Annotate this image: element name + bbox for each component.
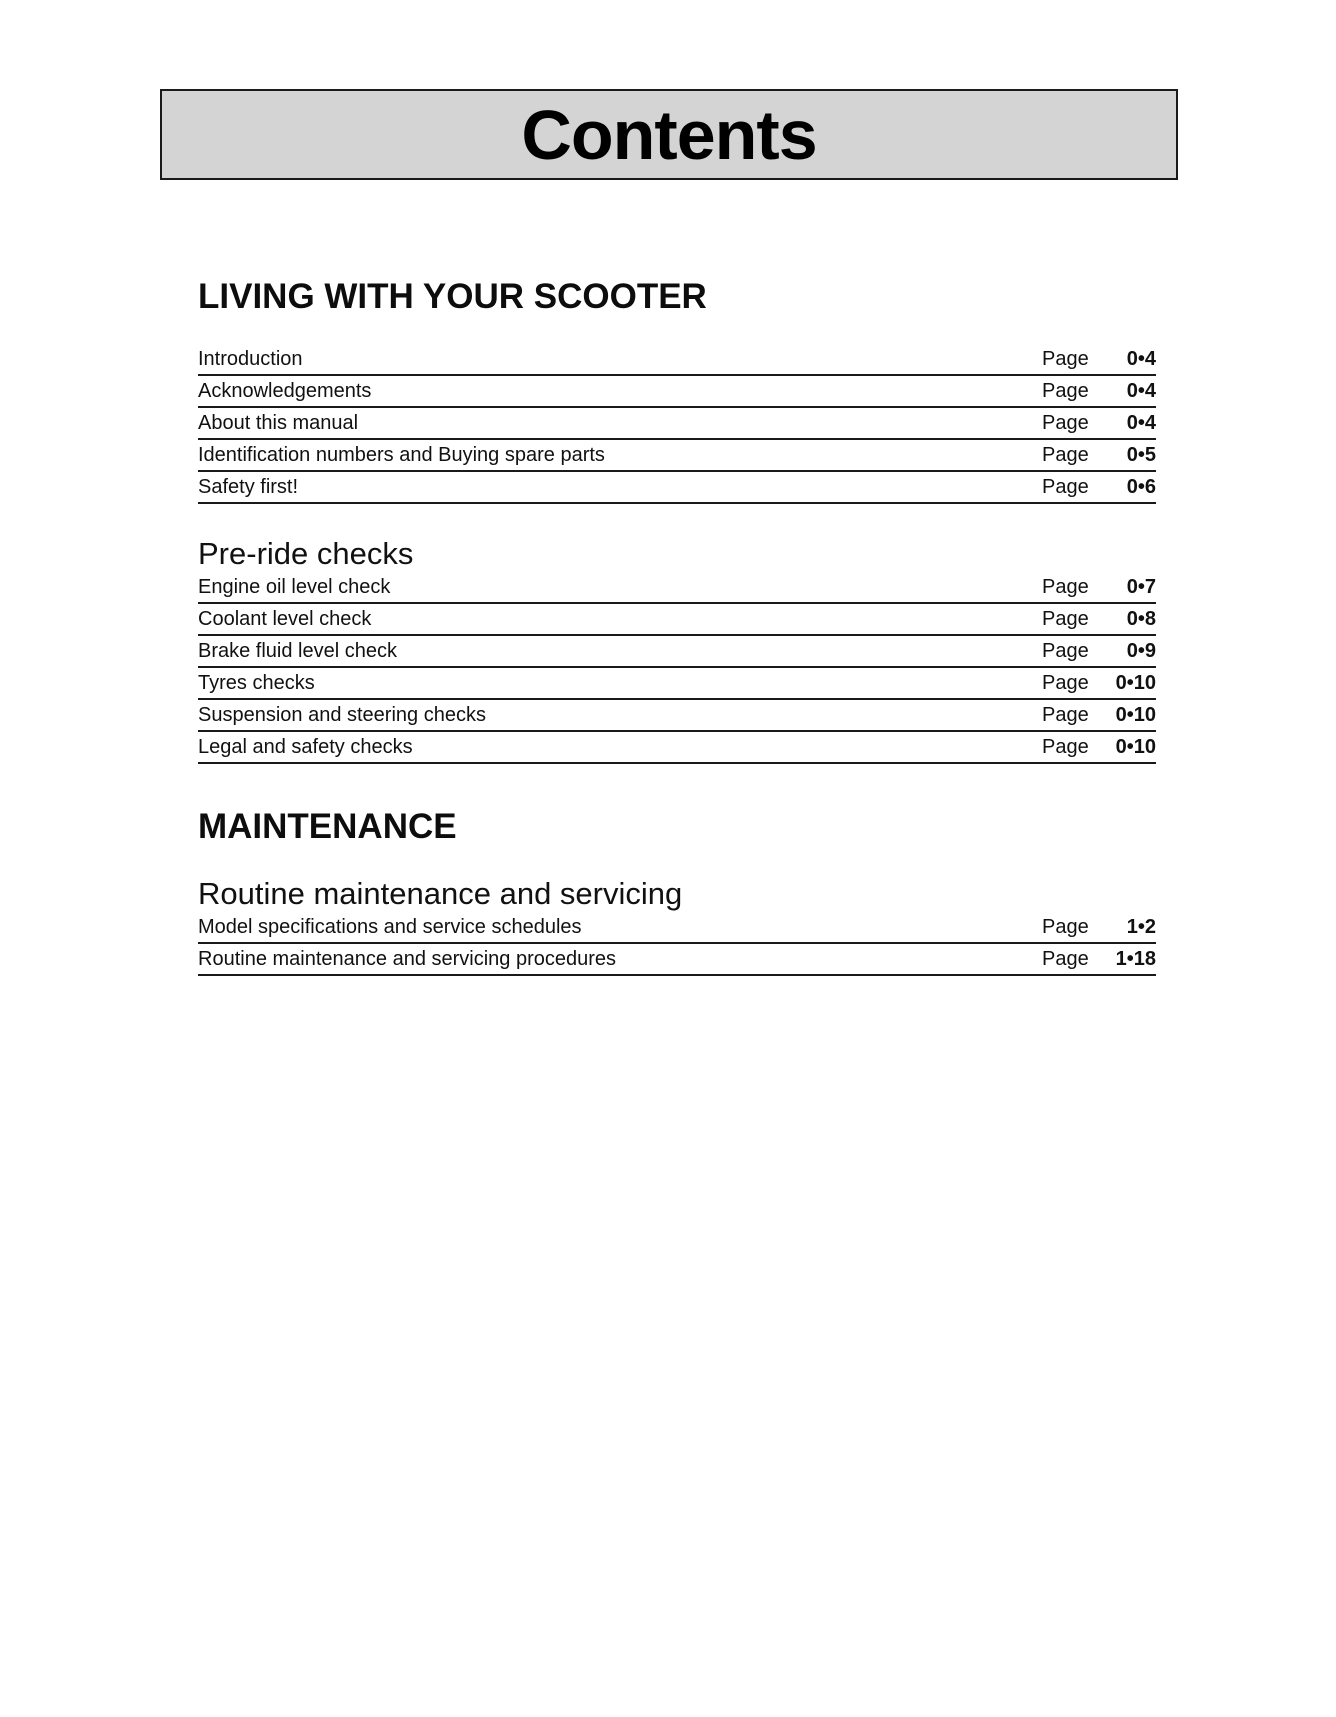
contents-title-banner — [160, 89, 1178, 180]
toc-page-label: Page — [1042, 608, 1089, 630]
table-of-contents — [198, 276, 1156, 976]
toc-entry[interactable] — [198, 668, 1156, 700]
toc-entry-title: Model specifications and service schedules — [198, 916, 582, 938]
spacer — [198, 764, 1156, 806]
toc-page-label: Page — [1042, 640, 1089, 662]
toc-entry[interactable] — [198, 572, 1156, 604]
toc-entry-title: Engine oil level check — [198, 576, 391, 598]
toc-entry[interactable] — [198, 344, 1156, 376]
toc-page-number: 1•18 — [1115, 948, 1156, 970]
toc-page-number: 0•10 — [1115, 736, 1156, 758]
toc-list-routine — [198, 912, 1156, 976]
toc-entry[interactable] — [198, 944, 1156, 976]
spacer — [198, 848, 1156, 876]
toc-page-label: Page — [1042, 444, 1089, 466]
toc-entry-title: About this manual — [198, 412, 359, 434]
section-heading-maintenance: MAINTENANCE — [198, 807, 457, 846]
toc-entry[interactable] — [198, 732, 1156, 764]
toc-page-label: Page — [1042, 736, 1089, 758]
spacer — [198, 504, 1156, 536]
toc-entry[interactable] — [198, 376, 1156, 408]
toc-page-label: Page — [1042, 916, 1089, 938]
toc-entry[interactable] — [198, 440, 1156, 472]
toc-entry[interactable] — [198, 472, 1156, 504]
toc-entry[interactable] — [198, 636, 1156, 668]
toc-entry[interactable] — [198, 604, 1156, 636]
toc-page-label: Page — [1042, 948, 1089, 970]
toc-page-label: Page — [1042, 348, 1089, 370]
toc-entry-title: Tyres checks — [198, 672, 315, 694]
toc-page-label: Page — [1042, 412, 1089, 434]
toc-entry[interactable] — [198, 700, 1156, 732]
toc-entry-title: Introduction — [198, 348, 303, 370]
page-title: Contents — [521, 96, 817, 174]
toc-page-label: Page — [1042, 380, 1089, 402]
toc-page-label: Page — [1042, 672, 1089, 694]
toc-entry-title: Brake fluid level check — [198, 640, 397, 662]
toc-page-label: Page — [1042, 704, 1089, 726]
toc-entry-title: Suspension and steering checks — [198, 704, 486, 726]
toc-entry[interactable] — [198, 408, 1156, 440]
toc-entry-title: Identification numbers and Buying spare parts — [198, 444, 605, 466]
toc-entry-title: Acknowledgements — [198, 380, 372, 402]
toc-entry-title: Legal and safety checks — [198, 736, 413, 758]
toc-page-number: 0•4 — [1126, 348, 1156, 370]
toc-entry-title: Coolant level check — [198, 608, 372, 630]
toc-entry-title: Safety first! — [198, 476, 299, 498]
toc-page-number: 0•10 — [1115, 704, 1156, 726]
toc-page-number: 0•9 — [1126, 640, 1156, 662]
section-heading-living: LIVING WITH YOUR SCOOTER — [198, 277, 707, 316]
toc-page-number: 0•7 — [1126, 576, 1156, 598]
toc-page-label: Page — [1042, 476, 1089, 498]
toc-page-number: 0•4 — [1126, 412, 1156, 434]
toc-list-living — [198, 344, 1156, 504]
sub-heading-routine: Routine maintenance and servicing — [198, 876, 683, 911]
toc-page-label: Page — [1042, 576, 1089, 598]
toc-page-number: 0•4 — [1126, 380, 1156, 402]
sub-heading-preride: Pre-ride checks — [198, 536, 414, 571]
toc-page-number: 0•10 — [1115, 672, 1156, 694]
toc-page-number: 1•2 — [1126, 916, 1156, 938]
toc-page-number: 0•8 — [1126, 608, 1156, 630]
toc-page-number: 0•5 — [1126, 444, 1156, 466]
toc-entry[interactable] — [198, 912, 1156, 944]
toc-list-preride — [198, 572, 1156, 764]
toc-page-number: 0•6 — [1126, 476, 1156, 498]
toc-entry-title: Routine maintenance and servicing procedures — [198, 948, 617, 970]
spacer — [198, 318, 1156, 344]
